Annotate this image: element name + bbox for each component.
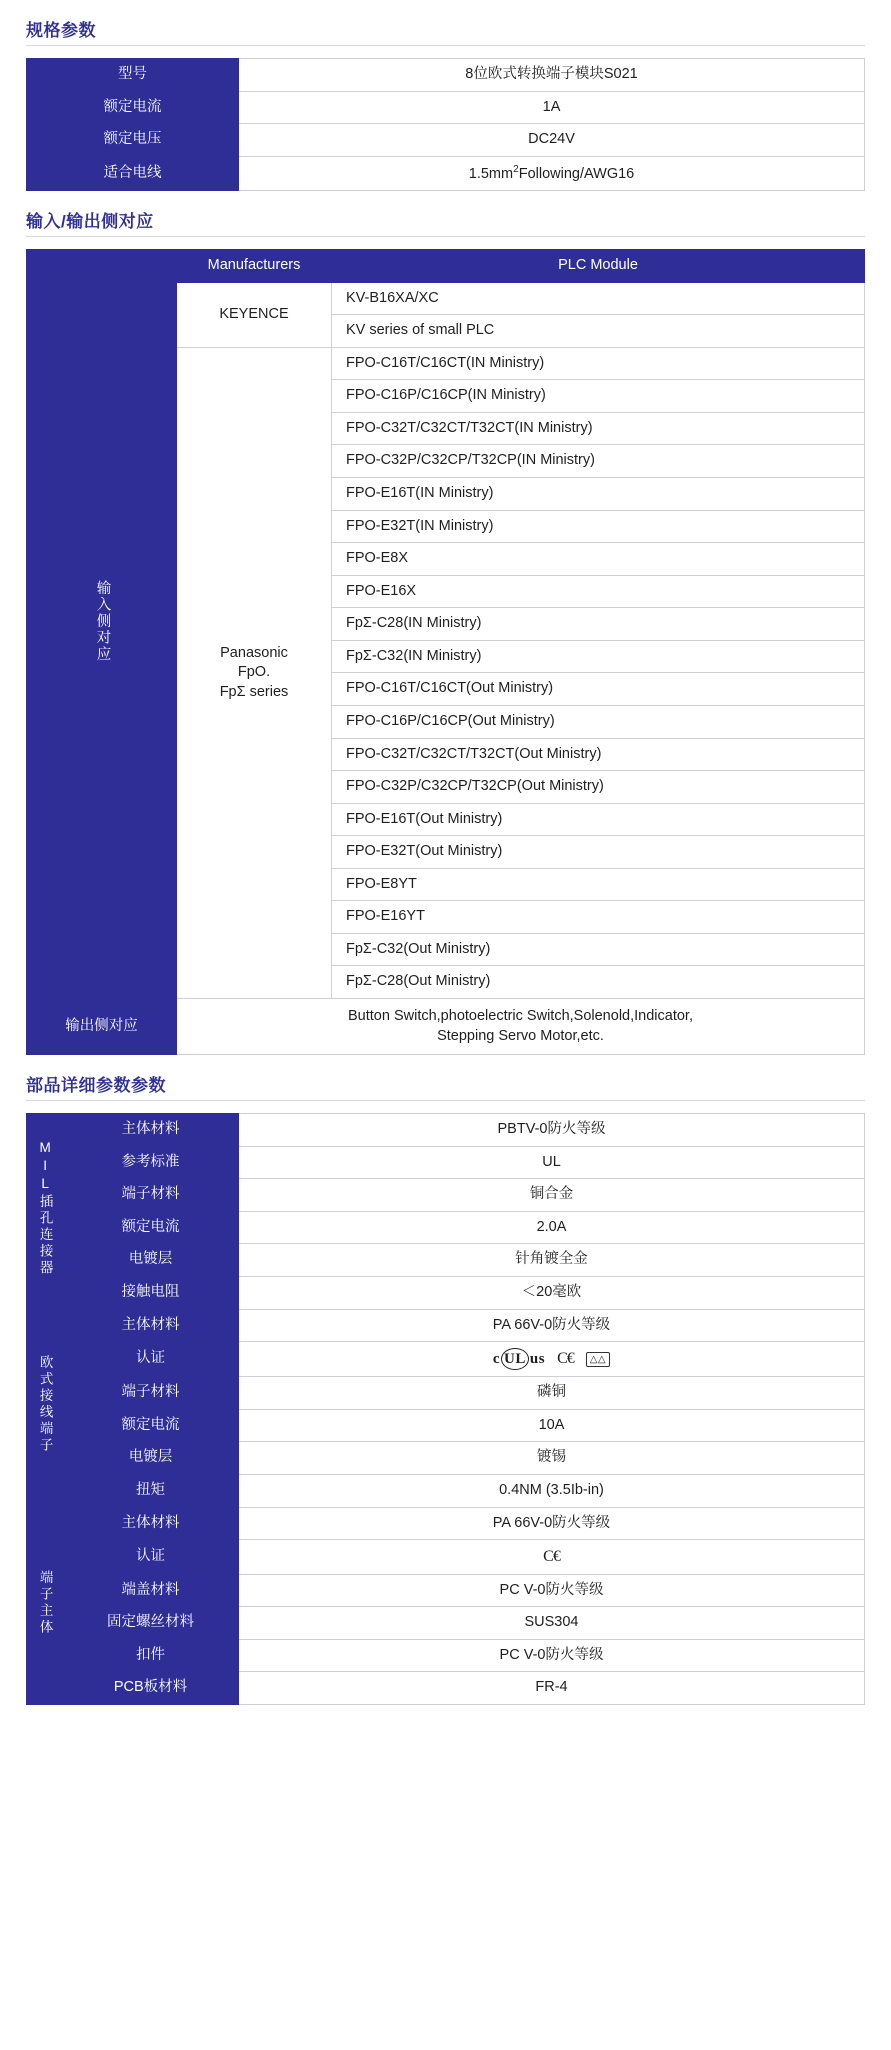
part-attribute: 接触电阻 [63,1276,239,1309]
table-row [27,1146,865,1179]
table-row [27,1114,865,1147]
table-row [27,1442,865,1475]
plc-module: FPO-C32P/C32CP/T32CP(Out Ministry) [332,771,865,804]
part-value: PA 66V-0防火等级 [239,1507,865,1540]
section-specifications [26,22,865,191]
io-correspondence-table [26,249,865,1055]
output-side-label: 输出侧对应 [27,999,177,1055]
col-header-manufacturers: Manufacturers [177,250,332,283]
part-value: PA 66V-0防火等级 [239,1309,865,1342]
spec-label: 额定电压 [27,124,239,157]
section-header [26,213,865,237]
table-row [27,1672,865,1705]
part-attribute: 主体材料 [63,1114,239,1147]
part-attribute: 端子材料 [63,1377,239,1410]
section-title: 输入/输出侧对应 [26,212,154,232]
part-value: 2.0A [239,1211,865,1244]
table-row [27,156,865,190]
section-io-correspondence [26,213,865,1055]
part-attribute: 主体材料 [63,1507,239,1540]
part-attribute: 主体材料 [63,1309,239,1342]
plc-module: FPO-E32T(IN Ministry) [332,510,865,543]
part-value: PC V-0防火等级 [239,1574,865,1607]
table-row [27,999,865,1055]
table-row [27,1409,865,1442]
part-value: 镀锡 [239,1442,865,1475]
plc-module: FPO-E32T(Out Ministry) [332,836,865,869]
part-value: PBTV-0防火等级 [239,1114,865,1147]
part-attribute: 扭矩 [63,1475,239,1508]
table-row [27,1574,865,1607]
table-row [27,1540,865,1575]
input-side-label [27,250,177,999]
part-attribute: 电镀层 [63,1244,239,1277]
part-value: PC V-0防火等级 [239,1639,865,1672]
plc-module: FpΣ-C32(Out Ministry) [332,933,865,966]
part-attribute: PCB板材料 [63,1672,239,1705]
table-row [27,91,865,124]
output-desc-line1: Button Switch,photoelectric Switch,Solenold,Indicator, [348,1008,693,1025]
section-title: 规格参数 [26,21,96,40]
part-group-label-text: 端子主体 [37,1569,53,1636]
part-value: 磷铜 [239,1377,865,1410]
col-header-plc-module: PLC Module [332,250,865,283]
part-attribute: 认证 [63,1540,239,1575]
plc-module: FPO-C16P/C16CP(Out Ministry) [332,705,865,738]
spec-label: 型号 [27,59,239,92]
section-part-details [26,1077,865,1705]
table-row [27,1309,865,1342]
plc-module: FPO-C16T/C16CT(Out Ministry) [332,673,865,706]
wire-size-post: Following/AWG16 [518,165,635,182]
manufacturer-panasonic-line3: FpΣ series [219,683,289,700]
section-header [26,22,865,46]
table-row [27,1342,865,1377]
table-row [27,1179,865,1212]
section-title: 部品详细参数参数 [26,1076,166,1096]
plc-module: FPO-C32T/C32CT/T32CT(Out Ministry) [332,738,865,771]
manufacturer-panasonic [177,347,332,998]
plc-module: FPO-C32T/C32CT/T32CT(IN Ministry) [332,412,865,445]
part-value: 针角镀全金 [239,1244,865,1277]
part-attribute: 参考标准 [63,1146,239,1179]
certification-marks [247,1348,856,1370]
part-attribute: 端盖材料 [63,1574,239,1607]
table-row [27,1607,865,1640]
spec-value: 1A [239,91,865,124]
wire-size-pre: 1.5mm [468,165,514,182]
table-row [27,1211,865,1244]
plc-module: KV-B16XA/XC [332,282,865,315]
plc-module: KV series of small PLC [332,315,865,348]
table-row [27,1475,865,1508]
plc-module: FPO-E8YT [332,868,865,901]
wire-size-exponent: 2 [513,163,519,175]
ce-mark-icon: C€ [543,1548,560,1566]
plc-module: FpΣ-C28(IN Ministry) [332,608,865,641]
part-value: UL [239,1146,865,1179]
spec-label: 额定电流 [27,91,239,124]
table-header-row [27,250,865,283]
output-side-description [177,999,865,1055]
plc-module: FPO-E8X [332,543,865,576]
part-value: 铜合金 [239,1179,865,1212]
part-attribute: 额定电流 [63,1409,239,1442]
part-details-table [26,1113,865,1705]
manufacturer-keyence: KEYENCE [177,282,332,347]
part-group-label [27,1114,63,1309]
manufacturer-panasonic-line1: Panasonic [220,644,288,661]
ce-mark-icon: C€ [557,1350,574,1368]
table-row [27,59,865,92]
part-attribute: 认证 [63,1342,239,1377]
plc-module: FpΣ-C32(IN Ministry) [332,640,865,673]
part-value: 0.4NM (3.5Ib-in) [239,1475,865,1508]
table-row [27,1276,865,1309]
part-attribute: 端子材料 [63,1179,239,1212]
part-value: FR-4 [239,1672,865,1705]
table-row [27,1377,865,1410]
part-value [239,1342,865,1377]
part-value: 10A [239,1409,865,1442]
spec-label: 适合电线 [27,156,239,190]
table-row [27,1639,865,1672]
part-attribute: 电镀层 [63,1442,239,1475]
part-group-label [27,1309,63,1507]
table-row [27,1244,865,1277]
part-attribute: 额定电流 [63,1211,239,1244]
plc-module: FPO-C16P/C16CP(IN Ministry) [332,380,865,413]
manufacturer-panasonic-line2: FpO. [237,664,271,681]
output-desc-line2: Stepping Servo Motor,etc. [437,1027,604,1044]
input-side-label-text: 输入侧对应 [94,579,111,663]
spec-value [239,156,865,190]
part-group-label-text: 欧式接线端子 [37,1355,53,1455]
plc-module: FpΣ-C28(Out Ministry) [332,966,865,999]
plc-module: FPO-E16T(IN Ministry) [332,478,865,511]
specifications-table [26,58,865,191]
part-value [239,1540,865,1575]
plc-module: FPO-E16X [332,575,865,608]
plc-module: FPO-C32P/C32CP/T32CP(IN Ministry) [332,445,865,478]
spec-value: 8位欧式转换端子模块S021 [239,59,865,92]
table-row [27,1507,865,1540]
part-value: SUS304 [239,1607,865,1640]
table-row [27,124,865,157]
part-attribute: 固定螺丝材料 [63,1607,239,1640]
ul-mark-icon: c UL us [493,1348,545,1370]
spec-value: DC24V [239,124,865,157]
datasheet-page [0,22,891,2050]
part-group-label [27,1507,63,1704]
certification-marks [247,1546,856,1568]
part-attribute: 扣件 [63,1639,239,1672]
plc-module: FPO-E16T(Out Ministry) [332,803,865,836]
plc-module: FPO-E16YT [332,901,865,934]
tuv-mark-icon: △△ [586,1352,610,1367]
part-value: ＜20毫欧 [239,1276,865,1309]
section-header [26,1077,865,1101]
plc-module: FPO-C16T/C16CT(IN Ministry) [332,347,865,380]
part-group-label-text: MIL插孔连接器 [37,1139,53,1277]
